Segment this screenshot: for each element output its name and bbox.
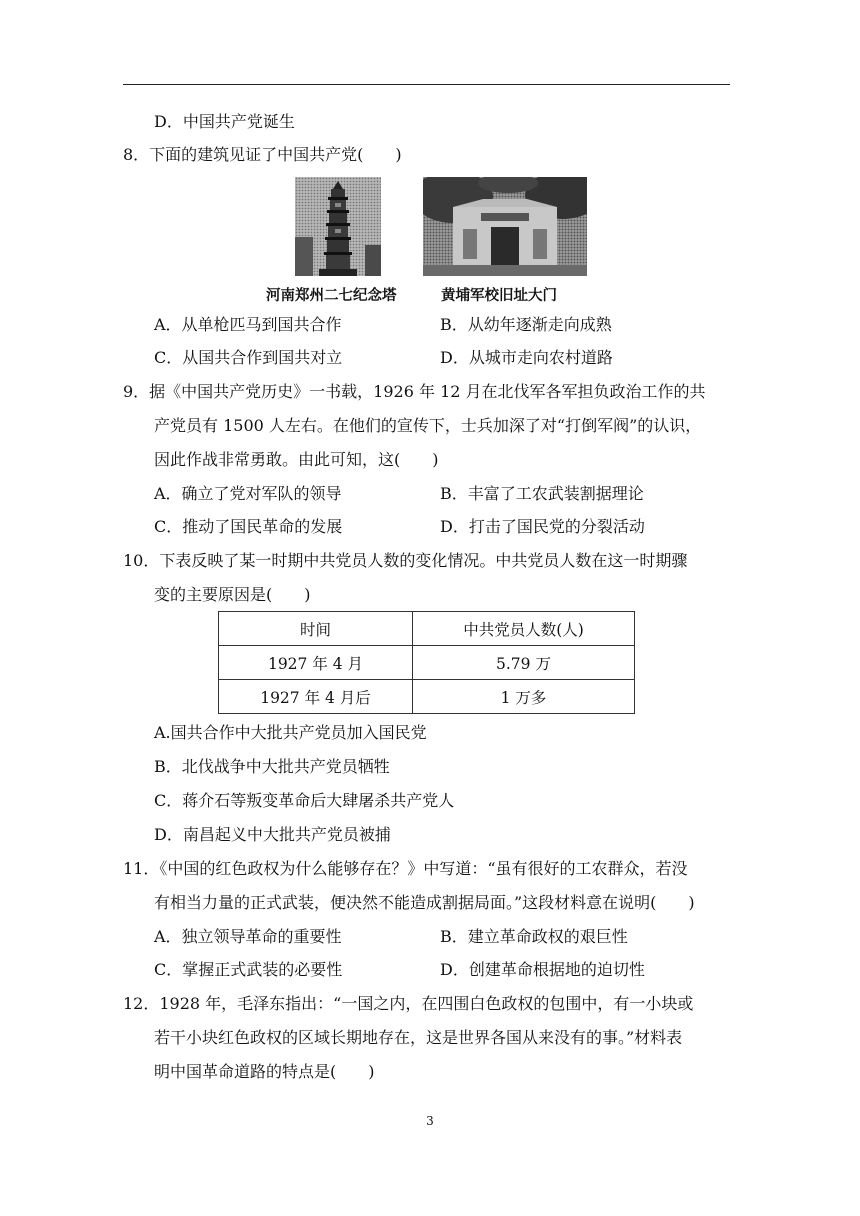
q10-option-c: C．蒋介石等叛变革命后大肆屠杀共产党人 bbox=[154, 791, 455, 810]
q9-option-b: B．丰富了工农武装割据理论 bbox=[440, 484, 644, 503]
q9-stem-line-1: 9．据《中国共产党历史》一书载，1926 年 12 月在北伐军各军担负政治工作的共 bbox=[123, 382, 706, 401]
q9-option-a: A．确立了党对军队的领导 bbox=[154, 484, 342, 503]
q11-stem-line-2: 有相当力量的正式武装，便决然不能造成割据局面。”这段材料意在说明( ) bbox=[154, 893, 695, 912]
q9-option-c: C．推动了国民革命的发展 bbox=[154, 517, 343, 536]
table-row bbox=[219, 680, 635, 714]
q12-stem-line-3: 明中国革命道路的特点是( ) bbox=[154, 1062, 375, 1081]
q11-option-a: A．独立领导革命的重要性 bbox=[154, 927, 342, 946]
q9-stem-line-3: 因此作战非常勇敢。由此可知，这( ) bbox=[154, 450, 439, 469]
header-rule bbox=[123, 84, 730, 85]
q10-option-b: B．北伐战争中大批共产党员牺牲 bbox=[154, 757, 390, 776]
table-header-cell: 中共党员人数(人) bbox=[413, 612, 635, 646]
q10-stem-line-2: 变的主要原因是( ) bbox=[154, 585, 311, 604]
q10-option-d: D．南昌起义中大批共产党员被捕 bbox=[154, 825, 391, 844]
q12-stem-line-2: 若干小块红色政权的区域长期地存在，这是世界各国从来没有的事。”材料表 bbox=[154, 1028, 683, 1047]
table-header-cell: 时间 bbox=[219, 612, 413, 646]
caption-memorial-tower: 河南郑州二七纪念塔 bbox=[266, 287, 397, 304]
q10-option-a: A.国共合作中大批共产党员加入国民党 bbox=[154, 723, 427, 742]
q8-option-d: D．从城市走向农村道路 bbox=[440, 348, 613, 367]
caption-school-gate: 黄埔军校旧址大门 bbox=[441, 287, 557, 304]
school-gate-photo bbox=[423, 177, 587, 276]
q8-option-c: C．从国共合作到国共对立 bbox=[154, 348, 343, 367]
q8-stem: 8．下面的建筑见证了中国共产党( ) bbox=[123, 145, 402, 164]
q12-stem-line-1: 12．1928 年，毛泽东指出：“一国之内，在四围白色政权的包围中，有一小块或 bbox=[123, 994, 694, 1013]
q11-stem-line-1: 11．《中国的红色政权为什么能够存在？》中写道：“虽有很好的工农群众，若没 bbox=[123, 859, 688, 878]
table-header-row bbox=[219, 612, 635, 646]
q11-option-c: C．掌握正式武装的必要性 bbox=[154, 960, 343, 979]
q8-option-b: B．从幼年逐渐走向成熟 bbox=[440, 315, 612, 334]
q10-stem-line-1: 10．下表反映了某一时期中共党员人数的变化情况。中共党员人数在这一时期骤 bbox=[123, 551, 688, 570]
page-number: 3 bbox=[426, 1114, 434, 1128]
q11-option-d: D．创建革命根据地的迫切性 bbox=[440, 960, 645, 979]
q9-stem-line-2: 产党员有 1500 人左右。在他们的宣传下，士兵加深了对“打倒军阀”的认识， bbox=[154, 416, 702, 435]
table-cell: 1927 年 4 月后 bbox=[219, 680, 413, 714]
table-cell: 1 万多 bbox=[413, 680, 635, 714]
membership-table bbox=[218, 611, 635, 714]
table-row bbox=[219, 646, 635, 680]
q7-option-d: D．中国共产党诞生 bbox=[154, 112, 295, 131]
memorial-tower-photo bbox=[295, 177, 381, 276]
q9-option-d: D．打击了国民党的分裂活动 bbox=[440, 517, 645, 536]
table-cell: 5.79 万 bbox=[413, 646, 635, 680]
q8-option-a: A．从单枪匹马到国共合作 bbox=[154, 315, 342, 334]
table-cell: 1927 年 4 月 bbox=[219, 646, 413, 680]
q11-option-b: B．建立革命政权的艰巨性 bbox=[440, 927, 628, 946]
